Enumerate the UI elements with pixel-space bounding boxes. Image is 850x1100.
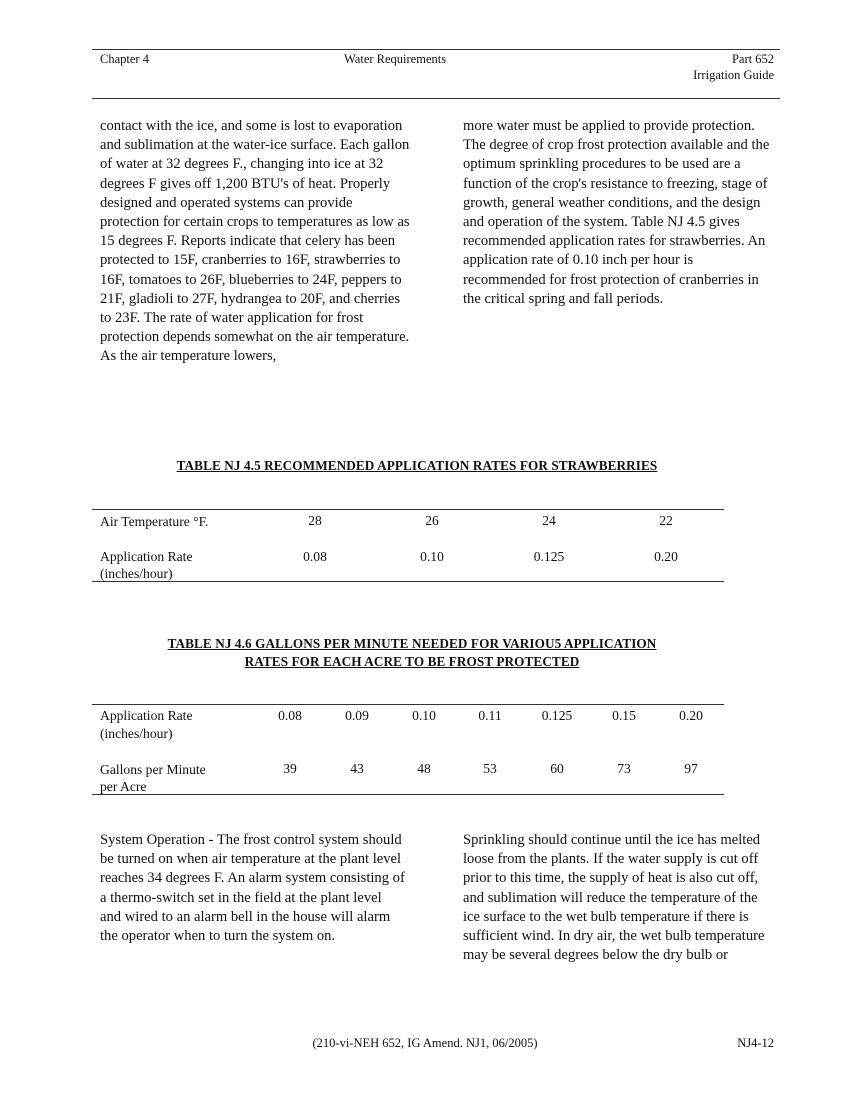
operation-right-column <box>463 831 778 965</box>
table45-row1-value: 26 <box>425 513 439 528</box>
header-top-rule <box>92 49 780 50</box>
intro-right-paragraph: more water must be applied to provide protection. The degree of crop frost protection available and the optimum sprinkling procedures to be used are a function of the crop's resistance to freezing, stage of growth, general weather conditions, and the design and operation of the system. Table NJ 4.5 gives recommended application rates for strawberries. An application rate of 0.10 inch per hour is recommended for frost protection of cranberries in the critical spring and fall periods. <box>463 118 770 307</box>
table45-row1-value: 28 <box>308 513 322 528</box>
operation-right-paragraph: Sprinkling should continue until the ice has melted loose from the plants. If the water supply is cut off prior to this time, the supply of heat is also cut off, and sublimation will reduce the temperature of the ice surface to the wet bulb temperature if there is sufficient wind. In dry air, the wet bulb temperature may be several degrees below the dry bulb or <box>463 832 765 964</box>
table46-row1-label-line1: Application Rate <box>100 708 193 723</box>
header-guide: Irrigation Guide <box>693 68 774 82</box>
table46-title-line2: RATES FOR EACH ACRE TO BE FROST PROTECTED <box>244 654 580 669</box>
operation-left-column <box>100 831 405 946</box>
header-part: Part 652 <box>731 52 774 66</box>
table46-row2-value: 60 <box>550 761 564 776</box>
table45-row2-label-line2: (inches/hour) <box>100 566 173 581</box>
table46-row2-value: 97 <box>684 761 698 776</box>
table45-row2-label-line1: Application Rate <box>100 549 193 564</box>
table45-top-rule <box>92 509 724 510</box>
header-bottom-rule <box>92 98 780 99</box>
table46-row1-value: 0.09 <box>345 708 369 723</box>
table46-row2-label-line2: per Acre <box>100 779 147 794</box>
table46-row2-value: 48 <box>417 761 431 776</box>
table46-title-line1: TABLE NJ 4.6 GALLONS PER MINUTE NEEDED FOR VARIOU5 APPLICATION <box>167 636 657 651</box>
table46-row2-value: 43 <box>350 761 364 776</box>
table46-row1-value: 0.10 <box>412 708 436 723</box>
table46-bottom-rule <box>92 794 724 795</box>
footer-page-number: NJ4-12 <box>737 1036 774 1050</box>
table46-row2-label-line1: Gallons per Minute <box>100 762 206 777</box>
header-title: Water Requirements <box>344 52 447 66</box>
table45-row2-value: 0.08 <box>303 549 327 564</box>
table46-top-rule <box>92 704 724 705</box>
table46-row1-value: 0.15 <box>612 708 636 723</box>
table45-row1-value: 24 <box>542 513 556 528</box>
table46-row1-value: 0.11 <box>478 708 502 723</box>
table45-title: TABLE NJ 4.5 RECOMMENDED APPLICATION RATES FOR STRAWBERRIES <box>176 458 658 473</box>
intro-left-paragraph: contact with the ice, and some is lost to evaporation and sublimation at the water-ice surface. Each gallon of water at 32 degrees F., changing into ice at 32 degrees F gives off 1,200 BTU's of heat. Properly designed and operated systems can provide protection for certain crops to temperatures as low as 15 degrees F. Reports indicate that celery has been protected to 15F, cranberries to 16F, strawberries to 16F, tomatoes to 26F, blueberries to 24F, peppers to 21F, gladioli to 27F, hydrangea to 20F, and cherries to 23F. The rate of water application for frost protection depends somewhat on the air temperature. As the air temperature lowers, <box>100 118 410 365</box>
table46-row2-value: 53 <box>483 761 497 776</box>
table45-row2-value: 0.10 <box>420 549 444 564</box>
intro-right-column <box>463 117 779 309</box>
table46-row1-value: 0.20 <box>679 708 703 723</box>
table45-bottom-rule <box>92 581 724 582</box>
table46-row2-value: 39 <box>283 761 297 776</box>
table45-row1-label: Air Temperature °F. <box>100 514 209 529</box>
table46-row2-value: 73 <box>617 761 631 776</box>
table45-row2-value: 0.20 <box>654 549 678 564</box>
table46-row1-value: 0.125 <box>541 708 573 723</box>
footer-citation: (210-vi-NEH 652, IG Amend. NJ1, 06/2005) <box>312 1036 538 1050</box>
table46-row1-label-line2: (inches/hour) <box>100 726 173 741</box>
table46-row1-value: 0.08 <box>278 708 302 723</box>
header-chapter: Chapter 4 <box>100 52 149 66</box>
table45-row2-value: 0.125 <box>533 549 565 564</box>
intro-left-column <box>100 117 412 367</box>
operation-left-paragraph: System Operation - The frost control system should be turned on when air temperature at the plant level reaches 34 degrees F. An alarm system consisting of a thermo-switch set in the field at the plant level and wired to an alarm bell in the house will alarm the operator when to turn the system on. <box>100 832 405 945</box>
table45-row1-value: 22 <box>659 513 673 528</box>
